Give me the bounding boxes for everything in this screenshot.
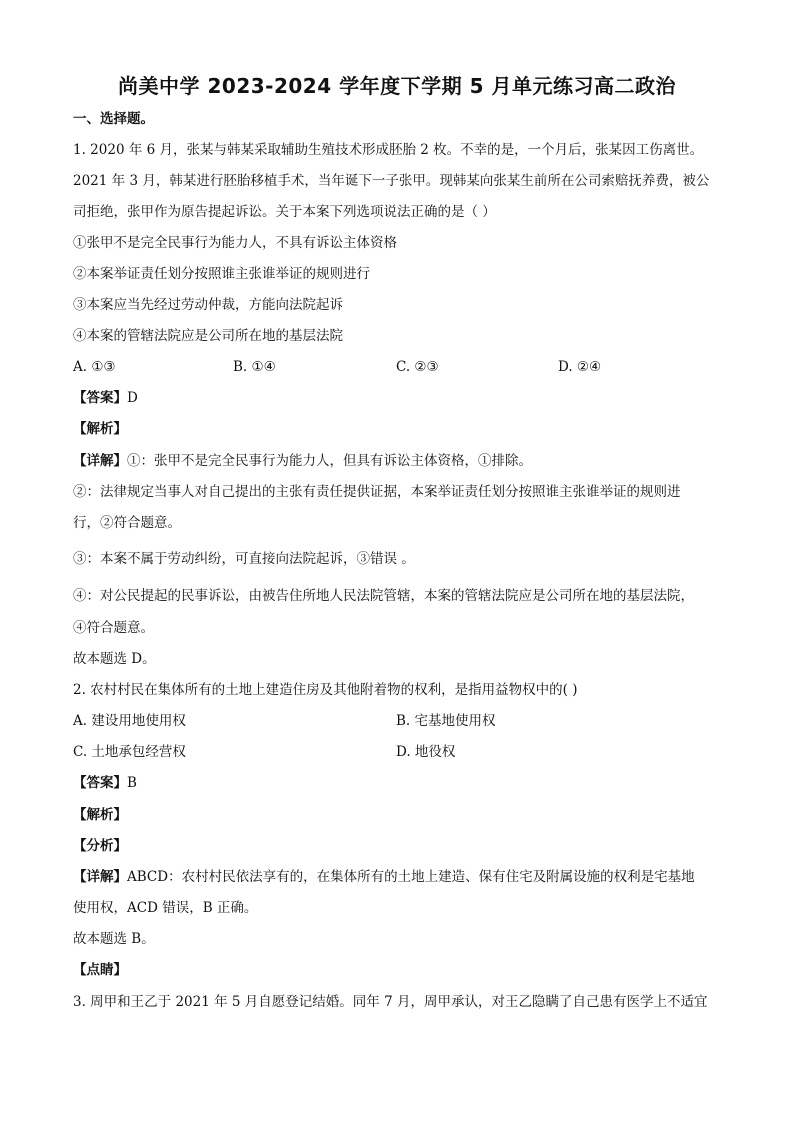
q1-stem-line-3: 司拒绝，张甲作为原告提起诉讼。关于本案下列选项说法正确的是（ ）	[73, 204, 496, 220]
analysis-tag: 【解析】	[73, 421, 127, 437]
fenxi-tag: 【分析】	[73, 838, 127, 854]
q1-option-c: C. ②③	[396, 359, 439, 375]
comment-tag: 【点睛】	[73, 962, 127, 978]
q1-detail-line-1	[73, 452, 723, 470]
q1-statement-4: ④本案的管辖法院应是公司所在地的基层法院	[73, 328, 343, 344]
q3-stem: 3. 周甲和王乙于 2021 年 5 月自愿登记结婚。同年 7 月，周甲承认，对王乙隐瞒了自己患有医学上不适宜	[73, 994, 708, 1010]
detail-tag: 【详解】	[73, 453, 127, 469]
q1-option-a: A. ①③	[73, 359, 116, 375]
q2-detail-line-2: 使用权，ACD 错误，B 正确。	[73, 900, 258, 916]
q2-comment-heading	[73, 961, 723, 979]
detail-tag: 【详解】	[73, 869, 127, 885]
q2-option-c: C. 土地承包经营权	[73, 744, 186, 760]
q1-conclusion: 故本题选 D。	[73, 651, 156, 667]
q2-option-d: D. 地役权	[396, 744, 456, 760]
q1-detail-line-3: 行，②符合题意。	[73, 515, 181, 531]
analysis-tag: 【解析】	[73, 807, 127, 823]
section-heading: 一、选择题。	[73, 111, 154, 127]
q1-analysis-heading	[73, 420, 723, 438]
q1-answer	[73, 389, 723, 407]
q1-option-d: D. ②④	[558, 359, 602, 375]
q2-conclusion: 故本题选 B。	[73, 931, 155, 947]
q1-detail-line-6: ④符合题意。	[73, 620, 154, 636]
detail-text: ①：张甲不是完全民事行为能力人，但具有诉讼主体资格，①排除。	[127, 453, 532, 469]
q2-stem: 2. 农村村民在集体所有的土地上建造住房及其他附着物的权利，是指用益物权中的( )	[73, 682, 578, 698]
q1-statement-1: ①张甲不是完全民事行为能力人，不具有诉讼主体资格	[73, 235, 397, 251]
detail-text: ABCD：农村村民依法享有的，在集体所有的土地上建造、保有住宅及附属设施的权利是宅基地	[127, 869, 695, 885]
q1-stem-line-1: 1. 2020 年 6 月，张某与韩某采取辅助生殖技术形成胚胎 2 枚。不幸的是，一个月后，张某因工伤离世。	[73, 142, 704, 158]
q2-detail-line-1	[73, 868, 723, 886]
q1-detail-line-4: ③：本案不属于劳动纠纷，可直接向法院起诉，③错误 。	[73, 551, 415, 567]
q1-stem-line-2: 2021 年 3 月，韩某进行胚胎移植手术，当年诞下一子张甲。现韩某向张某生前所在公司索赔抚养费，被公	[73, 173, 710, 189]
answer-tag: 【答案】	[73, 775, 127, 791]
page-title: 尚美中学 2023-2024 学年度下学期 5 月单元练习高二政治	[118, 74, 676, 98]
q2-option-b: B. 宅基地使用权	[396, 713, 496, 729]
q2-option-a: A. 建设用地使用权	[73, 713, 186, 729]
q2-answer	[73, 774, 723, 792]
q1-statement-2: ②本案举证责任划分按照谁主张谁举证的规则进行	[73, 266, 370, 282]
answer-value: D	[127, 390, 138, 406]
q2-fenxi-heading	[73, 837, 723, 855]
answer-value: B	[127, 775, 137, 791]
q2-analysis-heading	[73, 806, 723, 824]
q1-statement-3: ③本案应当先经过劳动仲裁，方能向法院起诉	[73, 297, 343, 313]
q1-detail-line-2: ②：法律规定当事人对自己提出的主张有责任提供证据，本案举证责任划分按照谁主张谁举证的规则进	[73, 484, 681, 500]
q1-option-b: B. ①④	[233, 359, 276, 375]
answer-tag: 【答案】	[73, 390, 127, 406]
q1-detail-line-5: ④：对公民提起的民事诉讼，由被告住所地人民法院管辖，本案的管辖法院应是公司所在地的基层法院，	[73, 588, 694, 604]
